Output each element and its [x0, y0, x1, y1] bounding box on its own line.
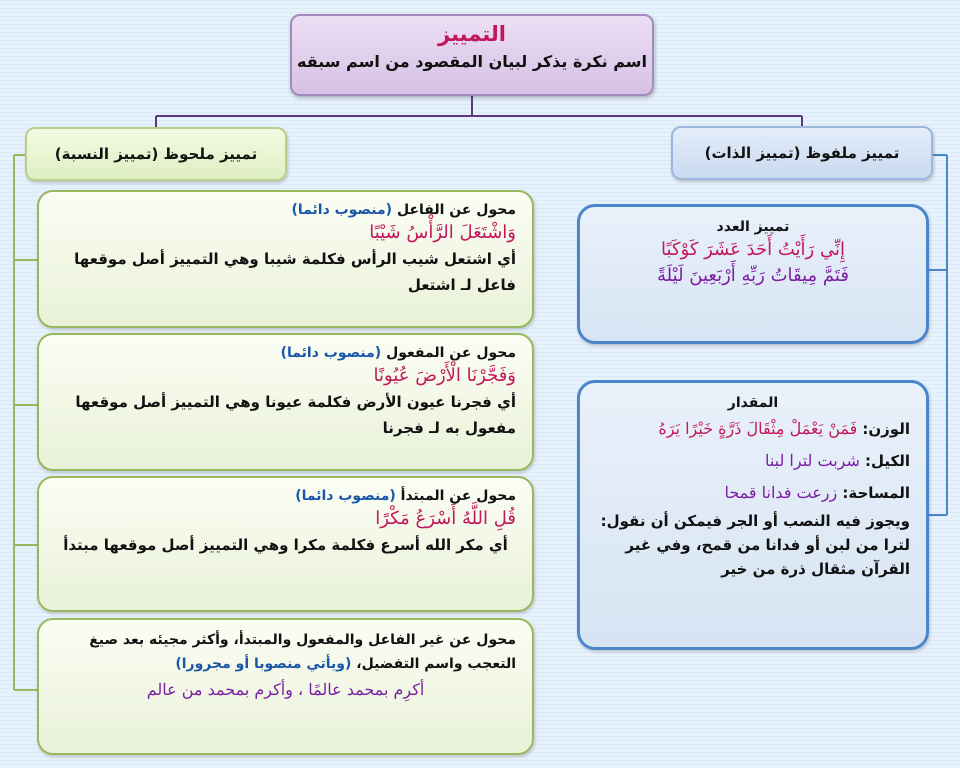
- explanation: أي مكر الله أسرع فكلمة مكرا وهي التمييز أصل موقعها مبتدأ: [63, 536, 508, 554]
- volume-label: الكيل:: [864, 452, 910, 470]
- box-object-converted: [37, 333, 534, 471]
- heading-text: محول عن المبتدأ: [400, 488, 516, 504]
- always-accusative-note: (منصوب دائما): [280, 345, 382, 361]
- volume-example: شربت لترا لبنا: [764, 451, 860, 470]
- weight-example: فَمَنْ يَعْمَلْ مِثْقَالَ ذَرَّةٍ خَيْرًا يَرَهُ: [658, 419, 858, 438]
- always-accusative-note: (منصوب دائما): [295, 488, 396, 504]
- measure-note: ويجوز فيه النصب أو الجر فيمكن أن نقول: لترا من لبن أو فدانا من قمح، وفي غير القرآن مثقال ذرة من خير: [600, 512, 910, 578]
- weight-label: الوزن:: [862, 420, 910, 438]
- box-mubtada-converted: [37, 476, 534, 612]
- quran-example-2: فَتَمَّ مِيقَاتُ رَبِّهِ أَرْبَعِينَ لَيْلَةً: [657, 265, 849, 286]
- quran-example-1: إِنِّي رَأَيْتُ أَحَدَ عَشَرَ كَوْكَبًا: [661, 239, 845, 260]
- heading-text: محول عن غير الفاعل والمفعول والمبتدأ، وأكثر مجيئه بعد صيغ التعجب واسم التفضيل،: [89, 632, 516, 672]
- area-example: زرعت فدانا قمحا: [724, 483, 838, 502]
- quran-example: وَاشْتَعَلَ الرَّأْسُ شَيْبًا: [369, 222, 516, 243]
- box-measure-tamyeez: [577, 380, 929, 650]
- category-explicit-tamyeez: تمييز ملفوظ (تمييز الذات): [671, 126, 933, 180]
- box-other-converted: [37, 618, 534, 755]
- area-label: المساحة:: [842, 484, 910, 502]
- box-heading: المقدار: [727, 395, 779, 411]
- example: أكرِم بمحمد عالمًا ، وأكرم بمحمد من عالم: [146, 680, 425, 699]
- category-implied-tamyeez: تمييز ملحوظ (تمييز النسبة): [25, 127, 287, 181]
- always-accusative-note: (منصوب دائما): [291, 202, 393, 218]
- volume-row: [596, 445, 910, 477]
- heading-text: محول عن الفاعل: [396, 202, 516, 218]
- explanation: أي فجرنا عيون الأرض فكلمة عيونا وهي التمييز أصل موقعها مفعول به لـ فجرنا: [75, 393, 516, 437]
- box-subject-converted: [37, 190, 534, 328]
- box-heading: [55, 486, 516, 506]
- heading-text: محول عن المفعول: [386, 345, 516, 361]
- quran-example: وَفَجَّرْنَا الْأَرْضَ عُيُونًا: [373, 365, 516, 386]
- quran-example: قُلِ اللَّهُ أَسْرَعُ مَكْرًا: [375, 508, 516, 529]
- box-number-tamyeez: [577, 204, 929, 344]
- box-heading: [55, 628, 516, 676]
- box-heading: تمييز العدد: [716, 219, 790, 235]
- box-heading: [55, 200, 516, 220]
- box-heading: [55, 343, 516, 363]
- area-row: [596, 477, 910, 509]
- title-box: [290, 14, 654, 96]
- main-definition: اسم نكرة يذكر لبيان المقصود من اسم سبقه: [296, 52, 647, 71]
- explanation: أي اشتعل شيب الرأس فكلمة شيبا وهي التمييز أصل موقعها فاعل لـ اشتعل: [74, 250, 516, 294]
- accusative-or-genitive-note: (ويأتي منصوبا أو مجرورا): [175, 656, 352, 672]
- weight-row: [596, 413, 910, 445]
- main-title: التمييز: [438, 22, 506, 46]
